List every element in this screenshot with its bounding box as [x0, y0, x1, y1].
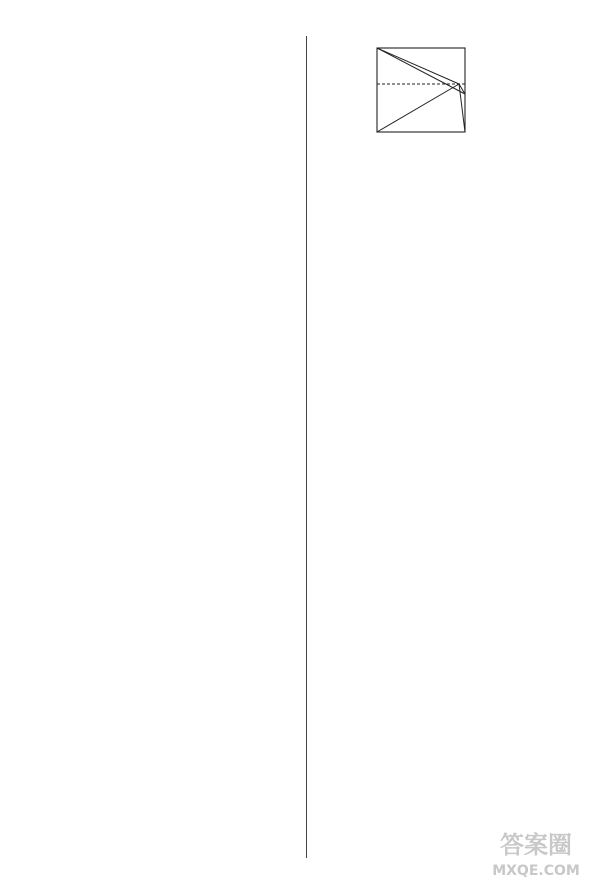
watermark-logo: [480, 821, 592, 881]
line-pc: [459, 84, 465, 132]
svg-text:答案圈: 答案圈: [500, 831, 572, 859]
line-bp: [377, 84, 459, 132]
line-ap: [377, 48, 459, 84]
geometry-diagram: [365, 42, 505, 138]
right-column: [317, 38, 600, 144]
square-figure: [365, 42, 505, 138]
column-divider: [306, 36, 307, 858]
line-ae: [377, 48, 465, 94]
square-abcd: [377, 48, 465, 132]
svg-text:MXQE.COM: MXQE.COM: [492, 863, 580, 879]
